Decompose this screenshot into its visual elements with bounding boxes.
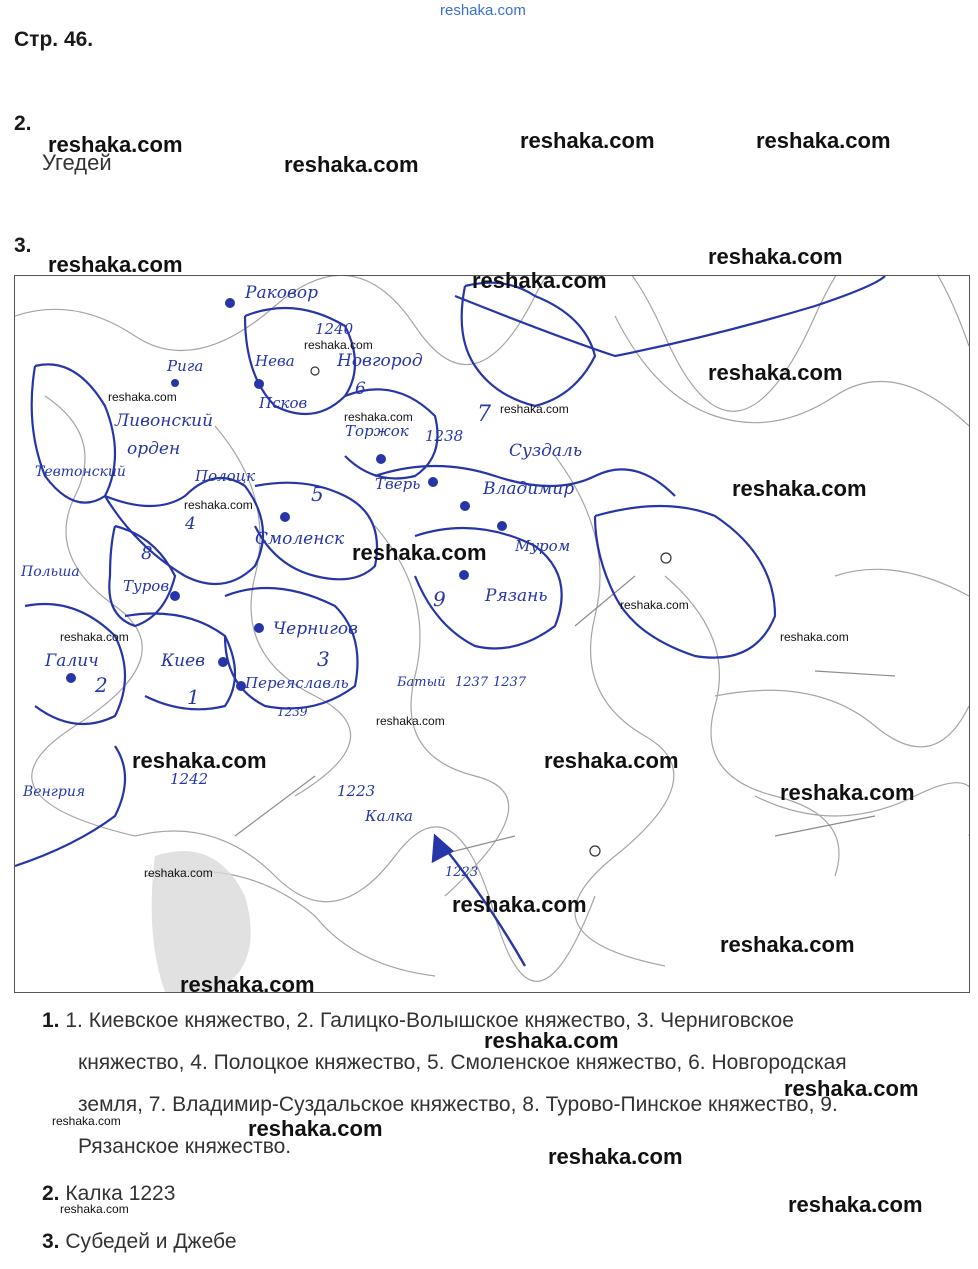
- label-novgorod: Новгород: [337, 351, 423, 371]
- label-ryazan: Рязань: [485, 586, 548, 606]
- watermark: reshaka.com: [780, 780, 915, 805]
- watermark: reshaka.com: [248, 1116, 383, 1141]
- label-rakovor: Раковор: [245, 283, 318, 303]
- watermark-small: reshaka.com: [304, 338, 373, 352]
- label-vladimir: Владимир: [483, 479, 575, 499]
- label-n2: 2: [95, 673, 108, 697]
- answer-1-line3: земля, 7. Владимир-Суздальское княжество, 8. Турово-Пинское княжество, 9.: [78, 1093, 838, 1116]
- answer-2-number: 2.: [42, 1182, 60, 1205]
- label-livonian: Ливонский: [115, 411, 214, 431]
- watermark: reshaka.com: [732, 476, 867, 501]
- page-title: Стр. 46.: [14, 28, 94, 51]
- watermark-small: reshaka.com: [780, 630, 849, 644]
- map-labels: [20, 283, 582, 880]
- watermark-small: reshaka.com: [500, 402, 569, 416]
- task-2-number: 2.: [14, 112, 32, 135]
- watermark: reshaka.com: [48, 252, 183, 277]
- label-order: орден: [127, 439, 181, 459]
- watermark-small: reshaka.com: [52, 1114, 121, 1128]
- task-2-answer: Угедей: [42, 150, 112, 175]
- label-riga: Рига: [167, 357, 204, 375]
- label-chernigov: Чернигов: [273, 619, 358, 639]
- site-link[interactable]: reshaka.com: [440, 2, 526, 19]
- label-1242: 1242: [170, 770, 209, 788]
- answer-1-line1: 1. Киевское княжество, 2. Галицко-Волышское княжество, 3. Черниговское: [65, 1009, 794, 1032]
- label-torzhok: Торжок: [345, 422, 409, 440]
- label-murom: Муром: [515, 537, 571, 555]
- watermark-small: reshaka.com: [108, 390, 177, 404]
- label-1223: 1223: [337, 782, 376, 800]
- label-galich: Галич: [45, 651, 99, 671]
- label-n5: 5: [311, 482, 324, 506]
- watermark: reshaka.com: [452, 892, 587, 917]
- watermark-small: reshaka.com: [60, 630, 129, 644]
- watermark-small: reshaka.com: [620, 598, 689, 612]
- label-n7: 7: [477, 402, 491, 427]
- watermark: reshaka.com: [720, 932, 855, 957]
- label-neva: Нева: [255, 352, 295, 370]
- watermark: reshaka.com: [284, 152, 419, 177]
- label-tver: Тверь: [375, 475, 421, 493]
- watermark: reshaka.com: [756, 128, 891, 153]
- watermark: reshaka.com: [708, 360, 843, 385]
- answer-2-text: Калка 1223: [65, 1182, 176, 1205]
- answer-3-number: 3.: [42, 1230, 60, 1253]
- watermark: reshaka.com: [484, 1028, 619, 1053]
- watermark-small: reshaka.com: [144, 866, 213, 880]
- label-1223b: 1223: [445, 865, 479, 880]
- answer-3: [42, 1221, 237, 1263]
- label-kiev: Киев: [161, 651, 206, 671]
- label-polsha: Польша: [21, 564, 80, 580]
- base-arrows: [235, 576, 895, 856]
- watermark: reshaka.com: [520, 128, 655, 153]
- watermark: reshaka.com: [472, 268, 607, 293]
- label-tevton: Тевтонский: [35, 464, 126, 480]
- label-n8: 8: [141, 543, 153, 564]
- answer-3-text: Субедей и Джебе: [65, 1230, 237, 1253]
- watermark: reshaka.com: [48, 132, 183, 157]
- label-1240: 1240: [315, 320, 354, 338]
- answer-1-number: 1.: [42, 1009, 60, 1032]
- watermark: reshaka.com: [544, 748, 679, 773]
- watermark: reshaka.com: [180, 972, 315, 997]
- label-n1: 1: [187, 685, 200, 709]
- watermark-small: reshaka.com: [344, 410, 413, 424]
- label-pskov: Псков: [259, 394, 308, 412]
- watermark: reshaka.com: [352, 540, 487, 565]
- answer-1-line2: княжество, 4. Полоцкое княжество, 5. Смоленское княжество, 6. Новгородская: [78, 1051, 847, 1074]
- label-kalka: Калка: [365, 807, 414, 825]
- task-3-number: 3.: [14, 234, 32, 257]
- label-1237b: 1237: [493, 675, 527, 690]
- label-1238: 1238: [425, 427, 464, 445]
- label-turov: Туров: [123, 577, 170, 595]
- watermark-small: reshaka.com: [376, 714, 445, 728]
- label-n4: 4: [185, 514, 196, 534]
- label-pereyaslavl: Переяславль: [245, 674, 349, 692]
- label-suzdal: Суздаль: [509, 441, 583, 461]
- label-vengria: Венгрия: [23, 784, 86, 800]
- label-1239: 1239: [277, 705, 308, 719]
- watermark: reshaka.com: [788, 1192, 923, 1217]
- watermark-small: reshaka.com: [184, 498, 253, 512]
- watermark-small: reshaka.com: [60, 1202, 129, 1216]
- label-batiy: Батый: [397, 675, 446, 690]
- label-1237a: 1237: [455, 675, 489, 690]
- watermark: reshaka.com: [548, 1144, 683, 1169]
- label-n6: 6: [355, 379, 366, 399]
- answer-1-line4: Рязанское княжество.: [78, 1135, 292, 1158]
- label-polotsk: Полоцк: [195, 467, 256, 485]
- watermark: reshaka.com: [132, 748, 267, 773]
- label-smolensk: Смоленск: [255, 529, 345, 549]
- label-n3: 3: [317, 647, 330, 671]
- watermark: reshaka.com: [708, 244, 843, 269]
- label-n9: 9: [433, 587, 446, 611]
- watermark: reshaka.com: [784, 1076, 919, 1101]
